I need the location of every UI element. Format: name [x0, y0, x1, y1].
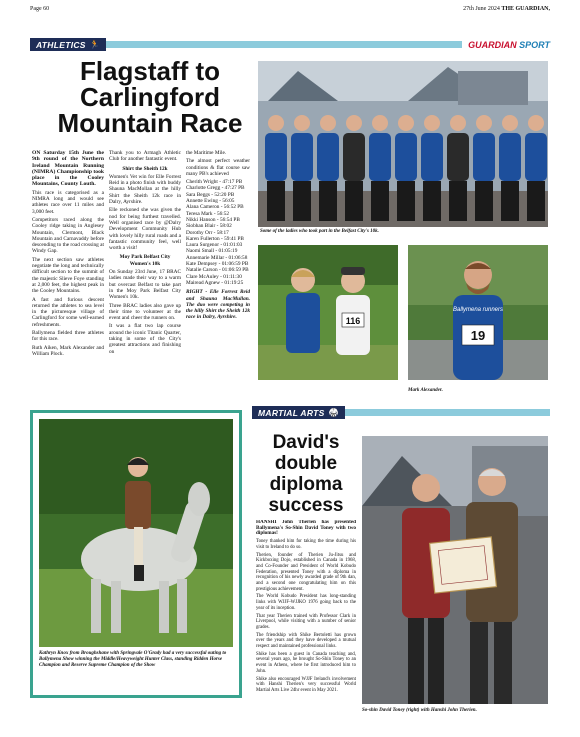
runner-head — [346, 115, 362, 131]
runner-head — [424, 115, 440, 131]
result-entry: Mairead Agnew - 01:19:25 — [186, 279, 244, 286]
runner-head — [294, 115, 310, 131]
martial-arts-section-band — [252, 406, 550, 419]
flagstaff-column-1 — [32, 150, 104, 415]
paragraph: Ruth Aiken, Mark Alexander and William Plock. — [32, 344, 104, 357]
paragraph: This race is categorised as a NIMRA long and would see athletes race over 11 miles and 3,000 feet. — [32, 189, 104, 215]
mark-photo-caption: Mark Alexander. — [408, 388, 443, 393]
diploma-presentation-photo — [362, 436, 548, 704]
page-number: Page 60 — [30, 6, 50, 12]
paragraph: Women's Vet win for Elle Forrest Reid in a photo finish with buddy Shauna MacMollan at the hilly Shirt the Sheith 12k race in Dalry, Ayrshire. — [109, 173, 181, 206]
runner-legs — [423, 181, 441, 221]
paragraph: Therien, founder of Therien Ju-Jitsu and Kickboxing Dojo, established in Canada in 1968, and Co-Founder and President of World Kobudo Federation, presented Toney with a diploma in recognition of his newly awarded grade of 9th dan, and a second one congratulating him on this prestigious achievement. — [256, 552, 356, 592]
runner-vest — [265, 133, 287, 181]
paragraph: It was a flat two lap course around the iconic Titanic Quarter, taking in some of the City's greatest attractions and finishing on — [109, 323, 181, 355]
result-entry: Charlotte Gregg - 47:27 PB — [186, 185, 245, 192]
runner-vest — [343, 133, 365, 181]
runner-vest — [395, 133, 417, 181]
runner-vest — [291, 133, 313, 181]
result-entry: Dorothy Orr - 58:17 — [186, 229, 229, 236]
race-bib-number: 116 — [345, 316, 361, 326]
runner-head — [528, 115, 544, 131]
runner-legs — [397, 181, 415, 221]
result-entry: Natalie Carson - 01:06:59 PB — [186, 267, 249, 274]
runner-legs — [475, 181, 493, 221]
runner-head — [320, 115, 336, 131]
runner-vest — [317, 133, 339, 181]
vest-logo-text: Ballymena runners — [452, 307, 504, 313]
guardian-sport-logo: GUARDIAN SPORT — [468, 39, 550, 50]
runner-vest — [447, 133, 469, 181]
result-entry: Kate Dempsey - 01:06:59 PB — [186, 261, 249, 268]
runner-head — [268, 115, 284, 131]
flagstaff-column-3 — [186, 150, 250, 415]
paragraph: Shike has been a guest in Canada teaching and, several years ago, he brought So-Shin Toney to an event in Athens, where he first introduced him to John. — [256, 651, 356, 674]
athletics-section-band — [30, 38, 550, 51]
paragraph: The friendship with Shike Bertoletti has grown over the years and they have developed a mutual respect and maintained professional links. — [256, 632, 356, 650]
elle-shauna-photo — [258, 245, 398, 380]
section-strip — [345, 409, 550, 416]
runner-legs — [501, 181, 519, 221]
martial-arts-tag: MARTIAL ARTS 🥋 — [252, 406, 345, 419]
paragraph: That year Therien trained with Professor Clark in Liverpool, while visiting with a number of senior grades. — [256, 613, 356, 630]
ladies-photo-caption: Some of the ladies who took part in the Belfast City's 10k. — [260, 229, 379, 234]
result-entry: Siobhan Blair - 58:02 — [186, 223, 232, 230]
runner-head — [398, 115, 414, 131]
diploma-article-body — [256, 520, 356, 715]
paragraph: Shike also encouraged WJJF Ireland's involvement with Hanshi Therien's very successful World Martial Arts Live 24hr event in May 2021. — [256, 676, 356, 693]
race-bib-number: 19 — [470, 328, 486, 343]
equestrian-frame — [30, 410, 242, 698]
ladies-10k-photo — [258, 61, 548, 227]
paragraph: On Sunday 23rd June, 17 BRAC ladies made their way to a warm but overcast Belfast to take part in the Moy Park Belfast City Women's 10k. — [109, 269, 181, 301]
article-lead: HANSHI John Therien has presented Ballymena's So-Shin David Toney with two diplomas! — [256, 520, 356, 537]
runner-legs — [527, 181, 545, 221]
result-entry: Sara Beggs - 52:20 PB — [186, 191, 235, 198]
flagstaff-headline: Flagstaff to Carlingford Mountain Race — [57, 56, 243, 138]
runner-vest — [499, 133, 521, 181]
result-entry: Karen Fullerton - 59:41 PB — [186, 235, 244, 242]
runner-head — [502, 115, 518, 131]
paragraph: Competitors raced along the Cooley ridge taking in Anglesey Mountain, Clermont, Black Mountain and Carnavaddy before descending to the road crossing at Windy Gap. — [32, 216, 104, 255]
runner-head — [450, 115, 466, 131]
runner-head — [372, 115, 388, 131]
paragraph: A fast and furious descent returned the athletes to sea level in the picturesque village of Carlingford for some well-earned refreshments. — [32, 296, 104, 328]
mark-alexander-photo — [408, 245, 548, 380]
paragraph: Thank you to Armagh Athletic Club for another fantastic event. — [109, 150, 181, 163]
runner-head — [476, 115, 492, 131]
runner-vest — [369, 133, 391, 181]
runner-legs — [319, 181, 337, 221]
result-entry: Laura Surgenor - 01:01:03 — [186, 242, 243, 249]
paragraph: The World Kobudo President has long-standing links with WJJF-WJJKO 1976 going back to the year of its inception. — [256, 594, 356, 611]
runner-legs — [267, 181, 285, 221]
result-entry: Annemarie Millar - 01:06:58 — [186, 254, 248, 261]
result-entry: Cherith Wright - 47:17 PB — [186, 179, 243, 186]
result-entry: Nikki Hanson - 56:54 PB — [186, 216, 240, 223]
right-caption: RIGHT - Elle Forrest Reid and Shauna MacMullan. The duo were competing in the hilly Shirt the Sheith 12k race in Dalry, Ayrshire. — [186, 289, 250, 321]
paragraph: Ballymena fielded three athletes for this race. — [32, 330, 104, 343]
fighter-icon: 🥋 — [328, 408, 339, 417]
runner-legs — [293, 181, 311, 221]
article-lead: ON Saturday 15th June the 9th round of the Northern Ireland Mountain Running (NIMRA) Championship took place in the Cooley Mountains, County Louth. — [32, 150, 104, 188]
paragraph: The almost perfect weather conditions & flat course saw many PB's achieved — [186, 158, 250, 177]
runner-vest — [421, 133, 443, 181]
diploma-photo-caption: So-shin David Toney (right) with Hanshi John Therien. — [362, 708, 477, 713]
paragraph: the Maritime Mile. — [186, 150, 227, 156]
runner-icon: 🏃 — [89, 40, 101, 49]
runner-vest — [525, 133, 547, 181]
result-entry: Annette Ewing - 56:05 — [186, 198, 235, 205]
equestrian-caption: Kathryn Knox from Broughshane with Springvale O'Grady had a very successful outing to Ballymena Show winning the Middle/Heavyweight Hunter Class, standing Ridden Horse Champion and Reserve Supreme Champion of the Show — [39, 651, 227, 668]
issue-date: 27th June 2024 THE GUARDIAN, — [463, 6, 550, 12]
diploma-headline: David's double diploma success — [268, 432, 344, 516]
results-list — [186, 179, 250, 286]
runner-legs — [345, 181, 363, 221]
subheading: Shirt the Sheith 12k — [122, 165, 168, 172]
subheading: Moy Park Belfast City Women's 10k — [119, 254, 171, 267]
page-header — [30, 4, 550, 14]
section-strip — [106, 41, 462, 48]
result-entry: Clare McAuley - 01:11:30 — [186, 273, 242, 280]
runner-legs — [449, 181, 467, 221]
paragraph: Three BRAC ladies also gave up their time to volunteer at the event and cheer the runners on. — [109, 302, 181, 322]
horse-rider-photo — [39, 419, 233, 647]
paragraph: The next section saw athletes negotiate the long and technically difficult section to the summit of the majestic Slieve Foye standing at 2,000 feet, the highest peak in the Cooley Mountains. — [32, 256, 104, 295]
result-entry: Teresa Mark - 56:52 — [186, 210, 230, 217]
paragraph: Elle reckoned she was given the nod for being furthest travelled. Well organised race by @Dalry Development Community Hub with lovely hilly rural roads and a fantastic community feel, well worth a visit! — [109, 207, 181, 252]
result-entry: Alana Cameron - 56:52 PB — [186, 204, 244, 211]
flagstaff-column-2 — [109, 150, 181, 415]
runner-legs — [371, 181, 389, 221]
athletics-tag: ATHLETICS 🏃 — [30, 38, 106, 51]
runner-vest — [473, 133, 495, 181]
paragraph: Toney thanked him for taking the time during his visit to Ireland to do so. — [256, 539, 356, 550]
result-entry: Naomi Small - 01:05:19 — [186, 248, 238, 255]
